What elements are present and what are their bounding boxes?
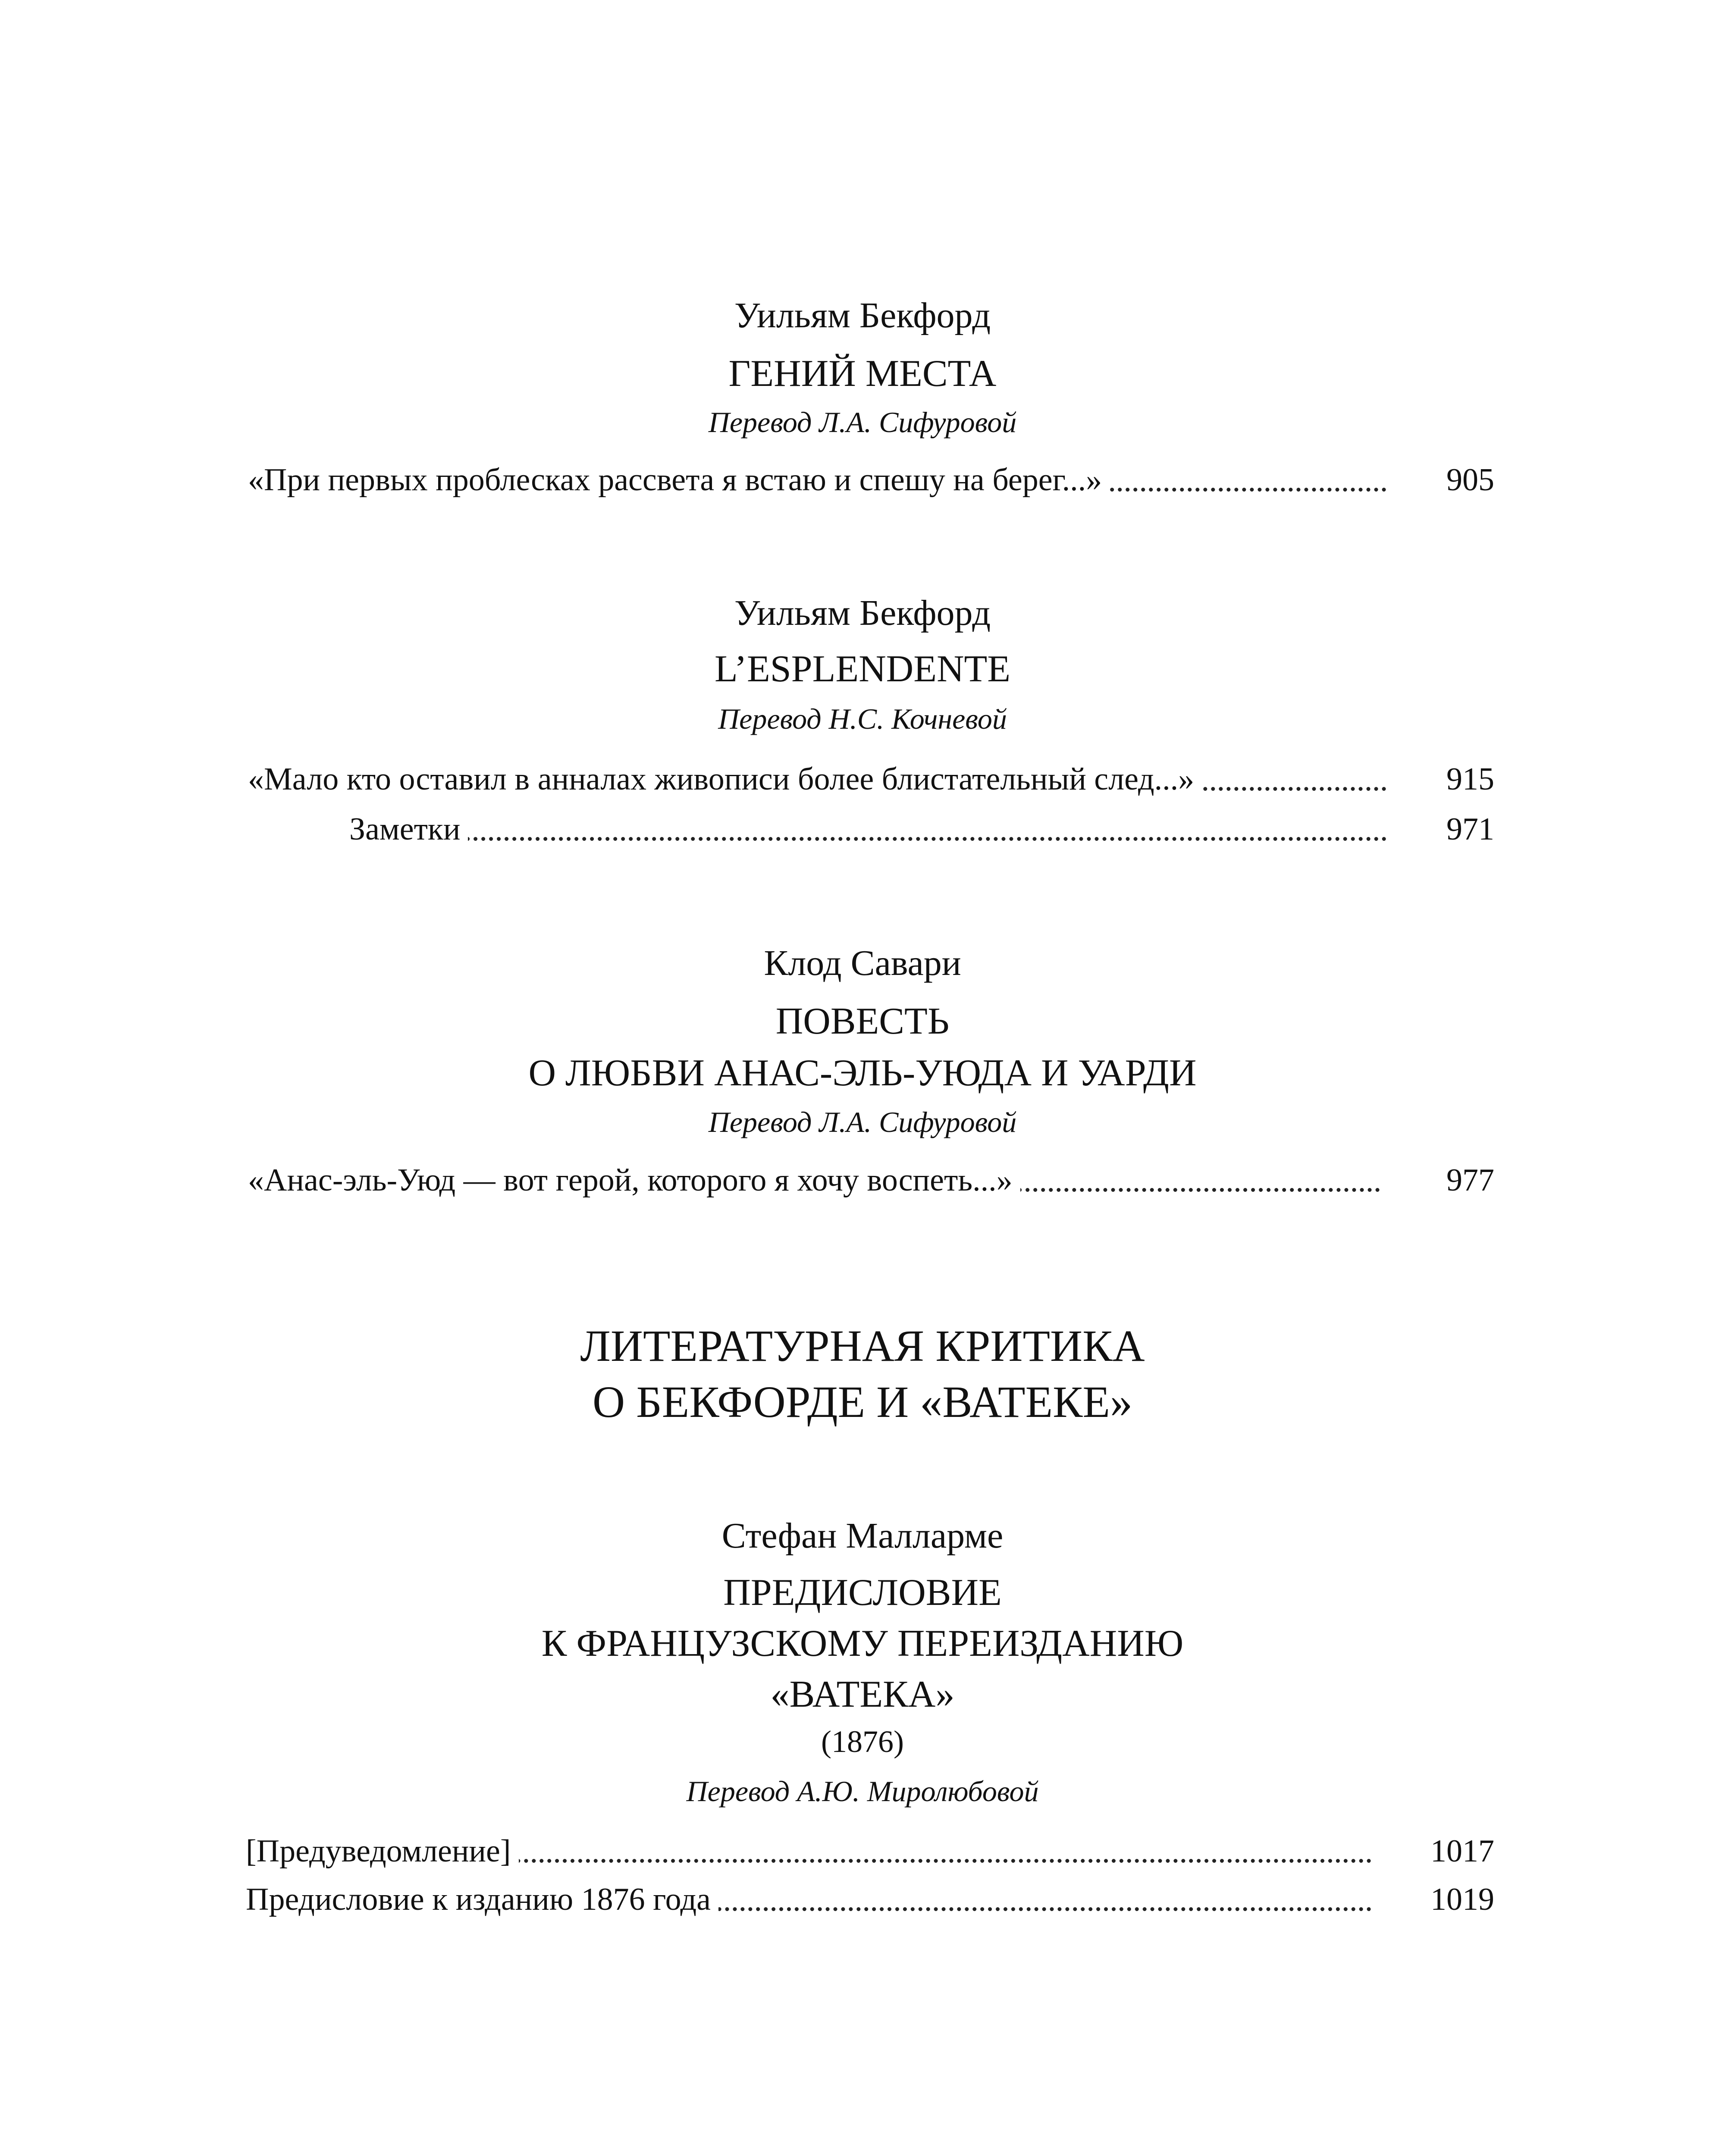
toc-entry-label-wrap (246, 1827, 1371, 1875)
toc-entry[interactable] (246, 1827, 1494, 1875)
publication-year: (1876) (821, 1724, 904, 1759)
part-heading-line-2: О БЕКФОРДЕ И «ВАТЕКЕ» (592, 1377, 1132, 1427)
toc-page-number: 905 (1446, 462, 1494, 498)
toc-entry-label: «Мало кто оставил в анналах живописи более блистательный след...» (248, 761, 1202, 797)
work-title-genius-loci: ГЕНИЙ МЕСТА (728, 353, 997, 395)
work-title-line-1: ПРЕДИСЛОВИЕ (723, 1572, 1002, 1614)
toc-entry-label-wrap (248, 456, 1386, 504)
author-beckford-2: Уильям Бекфорд (734, 593, 991, 633)
work-title-line-2: К ФРАНЦУЗСКОМУ ПЕРЕИЗДАНИЮ (541, 1623, 1184, 1664)
toc-entry-label-wrap (246, 1876, 1371, 1923)
work-title-esplendente: L’ESPLENDENTE (714, 648, 1011, 690)
author-beckford-1: Уильям Бекфорд (734, 295, 991, 335)
toc-page-number: 971 (1446, 812, 1494, 847)
toc-entry[interactable] (248, 456, 1494, 504)
toc-entry-label: Предисловие к изданию 1876 года (246, 1882, 718, 1917)
toc-entry-label: Заметки (349, 812, 468, 847)
toc-page-number: 1019 (1430, 1882, 1494, 1917)
toc-entry[interactable] (248, 755, 1494, 803)
toc-entry[interactable] (248, 1156, 1494, 1204)
toc-entry-label-wrap (248, 755, 1386, 803)
toc-entry[interactable] (349, 805, 1494, 853)
part-heading-line-1: ЛИТЕРАТУРНАЯ КРИТИКА (580, 1321, 1145, 1371)
work-title-line-2: О ЛЮБВИ АНАС-ЭЛЬ-УЮДА И УАРДИ (528, 1052, 1197, 1094)
toc-entry-label-wrap (349, 805, 1386, 853)
toc-entry[interactable] (246, 1876, 1494, 1923)
toc-page-number: 1017 (1430, 1833, 1494, 1869)
translator-sifurova-1: Перевод Л.А. Сифуровой (708, 406, 1017, 439)
author-savary: Клод Савари (764, 943, 961, 983)
toc-page-number: 977 (1446, 1163, 1494, 1198)
work-title-line-1: ПОВЕСТЬ (775, 1000, 950, 1042)
work-title-line-3: «ВАТЕКА» (770, 1673, 955, 1715)
toc-entry-label: «При первых проблесках рассвета я встаю и спешу на берег...» (248, 462, 1110, 498)
leader-dots (349, 837, 1386, 841)
toc-page-number: 915 (1446, 761, 1494, 797)
author-mallarme: Стефан Малларме (721, 1516, 1004, 1556)
toc-entry-label: [Предуведомление] (246, 1833, 519, 1869)
translator-sifurova-2: Перевод Л.А. Сифуровой (708, 1106, 1017, 1138)
translator-kochneva: Перевод Н.С. Кочневой (718, 702, 1007, 735)
toc-entry-label-wrap (248, 1156, 1380, 1204)
toc-entry-label: «Анас-эль-Уюд — вот герой, которого я хочу воспеть...» (248, 1163, 1020, 1198)
translator-mirolyubova: Перевод А.Ю. Миролюбовой (686, 1775, 1039, 1808)
